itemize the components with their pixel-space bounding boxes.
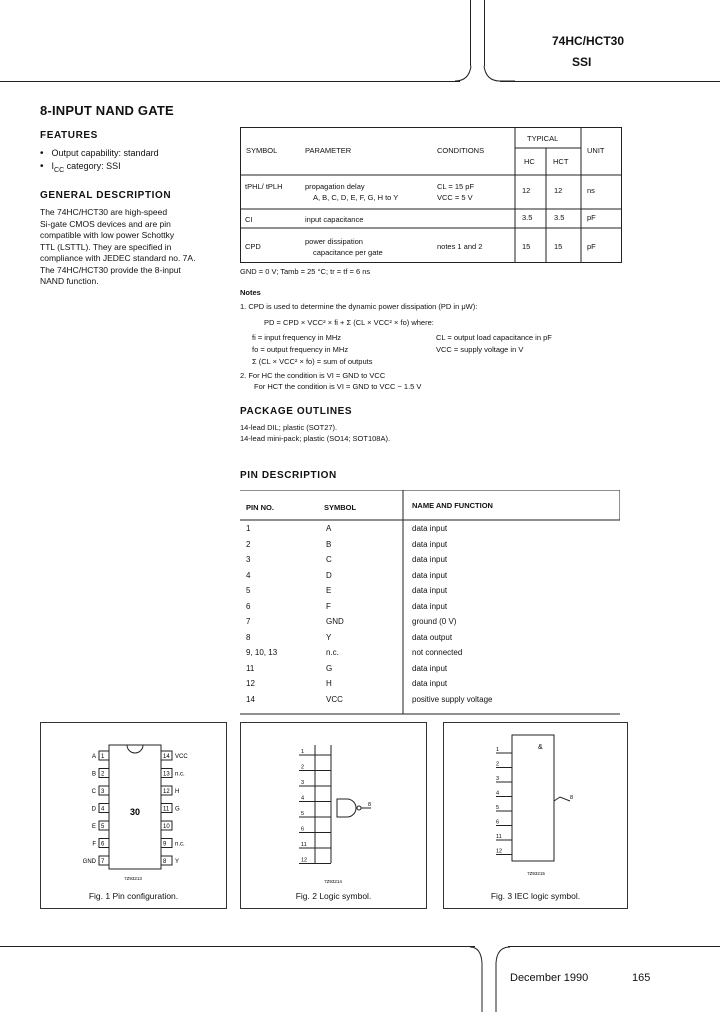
row3-parameter: power dissipation	[305, 237, 363, 246]
pin-number: 8	[163, 859, 167, 865]
pin-number: 5	[101, 824, 105, 830]
output-line	[554, 797, 570, 801]
table-row	[240, 677, 620, 693]
pin-name: data input	[412, 586, 448, 595]
footer-rule-left	[0, 946, 475, 947]
pin-label: GND	[82, 859, 96, 865]
row1-conditions2: VCC = 5 V	[437, 193, 473, 202]
input-number: 12	[301, 857, 308, 864]
pin-symbol: n.c.	[326, 648, 339, 657]
pin-symbol: Y	[326, 632, 332, 642]
pin-name: data input	[412, 555, 448, 564]
figure-1	[40, 722, 227, 909]
pin-number: 2	[101, 771, 105, 778]
row2-symbol: CI	[245, 215, 253, 224]
table-footnote: GND = 0 V; Tamb = 25 °C; tr = tf = 6 ns	[240, 267, 371, 276]
row1-conditions: CL = 15 pF	[437, 182, 475, 191]
nand-gate	[337, 799, 356, 817]
and-symbol: &	[538, 744, 543, 751]
pin-name: not connected	[412, 648, 463, 657]
chip-notch	[127, 745, 143, 753]
pin-no: 14	[246, 694, 255, 704]
pin-symbol: A	[326, 524, 332, 533]
input-number: 5	[301, 811, 305, 817]
input-number: 12	[496, 848, 503, 855]
pin-number: 10	[163, 824, 170, 830]
iec-logic-symbol-diagram	[444, 723, 627, 893]
input-number: 11	[496, 834, 502, 840]
pin-table	[240, 490, 620, 715]
col-hct: HCT	[553, 157, 569, 166]
pin-label: B	[91, 771, 96, 778]
pin-symbol: G	[326, 663, 333, 673]
input-number: 6	[301, 826, 305, 833]
pin-symbol: B	[326, 539, 332, 549]
features-list	[40, 148, 159, 176]
row3-unit: pF	[587, 242, 596, 251]
row3-symbol: CPD	[245, 242, 261, 251]
row3-hc: 15	[522, 242, 531, 251]
pin-symbol: D	[326, 570, 332, 580]
note-sum: Σ (CL × VCC² × fo) = sum of outputs	[252, 357, 373, 366]
row2-parameter: input capacitance	[305, 215, 364, 224]
table-row	[240, 553, 620, 569]
pin-no: 1	[246, 524, 251, 533]
pin-configuration-diagram	[41, 723, 226, 893]
footer-curve	[470, 943, 510, 1012]
part-number: 74HC/HCT30	[552, 34, 625, 48]
pin-no: 7	[246, 617, 251, 626]
pin-no: 5	[246, 586, 251, 595]
input-number: 1	[301, 749, 305, 755]
pin-number: 13	[163, 771, 170, 778]
pin-no: 6	[246, 601, 251, 611]
pin-label: H	[175, 789, 180, 795]
table-row	[240, 522, 620, 538]
pin-name: data input	[412, 679, 448, 688]
input-number: 4	[301, 795, 305, 802]
footer-page-number: 165	[632, 972, 651, 984]
pin-symbol: VCC	[326, 694, 343, 704]
pin-no: 4	[246, 570, 251, 580]
pin-label: n.c.	[175, 771, 185, 778]
general-description-heading: GENERAL DESCRIPTION	[40, 190, 172, 201]
row3-parameter2: capacitance per gate	[313, 248, 383, 257]
pin-number: 9	[163, 841, 167, 848]
input-number: 2	[301, 764, 305, 771]
pin-name: data output	[412, 632, 453, 642]
pin-no: 12	[246, 679, 255, 688]
characteristics-table	[240, 127, 622, 263]
pin-label: E	[91, 824, 96, 830]
pin-label: A	[91, 754, 96, 760]
table-row	[240, 615, 620, 631]
pin-no: 3	[246, 555, 251, 564]
pin-no: 9, 10, 13	[246, 648, 278, 657]
figure-code: 7Z93215	[527, 871, 545, 876]
col-parameter: PARAMETER	[305, 146, 352, 155]
pin-name: ground (0 V)	[412, 617, 457, 626]
input-number: 4	[496, 790, 500, 797]
pin-label: C	[91, 789, 96, 795]
note-cl: CL = output load capacitance in pF	[436, 333, 552, 342]
pin-description-heading: PIN DESCRIPTION	[240, 470, 337, 481]
figure-1-caption: Fig. 1 Pin configuration.	[88, 891, 179, 901]
pin-name: data input	[412, 570, 448, 580]
feature-item: • Output capability: standard	[40, 148, 159, 159]
pin-number: 14	[163, 754, 170, 760]
package-line-1: 14-lead DIL; plastic (SOT27).	[240, 423, 338, 432]
col-unit: UNIT	[587, 146, 605, 155]
package-line-2: 14-lead mini-pack; plastic (SO14; SOT108A).	[240, 434, 391, 443]
pin-col-name: NAME AND FUNCTION	[412, 501, 493, 510]
pin-number: 3	[101, 789, 105, 795]
pin-name: data input	[412, 539, 448, 549]
row1-hc: 12	[522, 186, 531, 195]
col-hc: HC	[524, 157, 535, 166]
row2-unit: pF	[587, 213, 596, 222]
pin-number: 11	[163, 806, 170, 813]
col-conditions: CONDITIONS	[437, 146, 485, 155]
pin-label: n.c.	[175, 841, 185, 848]
pin-number: 12	[163, 789, 170, 795]
pin-no: 2	[246, 539, 251, 549]
note-2b: For HCT the condition is VI = GND to VCC − 1.5 V	[254, 382, 422, 391]
row3-hct: 15	[554, 242, 563, 251]
pin-name: data input	[412, 601, 448, 611]
row3-conditions: notes 1 and 2	[437, 242, 483, 251]
iec-box	[512, 735, 554, 861]
figure-3-caption: Fig. 3 IEC logic symbol.	[490, 891, 581, 901]
pin-symbol: E	[326, 586, 332, 595]
table-row	[240, 584, 620, 600]
pin-symbol: F	[326, 601, 331, 611]
page-title: 8-INPUT NAND GATE	[40, 103, 174, 118]
input-number: 2	[496, 761, 500, 768]
table-row	[240, 631, 620, 647]
category-label: SSI	[572, 55, 592, 69]
pin-symbol: GND	[326, 617, 344, 626]
pin-name: positive supply voltage	[412, 694, 493, 704]
figure-3	[443, 722, 628, 909]
pin-label: F	[92, 841, 96, 848]
note-fo: fo = output frequency in MHz	[252, 345, 349, 354]
input-number: 5	[496, 805, 500, 811]
row1-parameter2: A, B, C, D, E, F, G, H to Y	[313, 193, 399, 202]
pin-col-symbol: SYMBOL	[324, 503, 357, 512]
header-rule-right	[500, 81, 720, 82]
col-symbol: SYMBOL	[246, 146, 278, 155]
note-vcc: VCC = supply voltage in V	[436, 345, 524, 354]
pin-symbol: H	[326, 679, 332, 688]
feature-item: • $I_{CC}$ category: SSI	[40, 161, 159, 174]
row1-symbol: tPHL/ tPLH	[245, 182, 283, 191]
output-number: 8	[368, 802, 372, 808]
pin-name: data input	[412, 663, 448, 673]
output-number: 8	[570, 795, 574, 801]
pin-symbol: C	[326, 555, 332, 564]
pin-col-no: PIN NO.	[246, 503, 274, 512]
figure-code: 7Z93213	[124, 876, 142, 881]
table-row	[240, 600, 620, 616]
row2-hc: 3.5	[522, 213, 533, 222]
pin-number: 7	[101, 859, 105, 865]
pin-label: Y	[175, 859, 180, 865]
header-divider-2	[484, 0, 485, 66]
row1-hct: 12	[554, 186, 563, 195]
notes-heading: Notes	[240, 288, 261, 297]
chip-label: 30	[129, 807, 141, 817]
row1-parameter: propagation delay	[305, 182, 365, 191]
pin-label: D	[91, 806, 96, 813]
pin-number: 1	[101, 754, 105, 760]
package-heading: PACKAGE OUTLINES	[240, 406, 353, 417]
note-2: 2. For HC the condition is VI = GND to VCC	[240, 371, 386, 380]
pin-number: 4	[101, 806, 105, 813]
footer-rule-right	[508, 946, 720, 947]
features-heading: FEATURES	[40, 130, 98, 141]
row2-hct: 3.5	[554, 213, 565, 222]
table-row	[240, 662, 620, 678]
header-divider	[470, 0, 471, 66]
pin-label: G	[175, 806, 180, 813]
row1-unit: ns	[587, 186, 595, 195]
note-fi: fi = input frequency in MHz	[252, 333, 342, 342]
header-rule-left	[0, 81, 460, 82]
figure-2-caption: Fig. 2 Logic symbol.	[295, 891, 372, 901]
pin-label: VCC	[175, 754, 188, 760]
general-description: The 74HC/HCT30 are high-speed Si-gate CMOS devices and are pin compatible with low power Schottky TTL (LSTTL). They are specified in compliance with JEDEC standard no. 7A. The 74HC/HCT30 provide the 8-input NAND function.	[40, 207, 196, 286]
table-grid	[241, 128, 621, 262]
input-number: 3	[496, 776, 500, 782]
input-number: 3	[301, 780, 305, 786]
table-row	[240, 646, 620, 662]
table-row	[240, 538, 620, 554]
logic-symbol-diagram	[241, 723, 426, 893]
figure-2	[240, 722, 427, 909]
pin-name: data input	[412, 524, 448, 533]
pin-no: 11	[246, 663, 255, 673]
pin-no: 8	[246, 632, 251, 642]
note-formula: PD = CPD × VCC² × fi + Σ (CL × VCC² × fo) where:	[264, 318, 434, 327]
inversion-bubble	[357, 806, 361, 810]
note-1: 1. CPD is used to determine the dynamic power dissipation (PD in μW):	[240, 302, 478, 311]
input-number: 11	[301, 842, 307, 848]
input-number: 6	[496, 819, 500, 826]
footer-date: December 1990	[510, 972, 589, 984]
input-number: 1	[496, 747, 500, 753]
table-row	[240, 693, 620, 709]
table-row	[240, 569, 620, 585]
figure-code: 7Z93214	[324, 879, 342, 884]
col-typical: TYPICAL	[527, 134, 559, 143]
pin-number: 6	[101, 841, 105, 848]
